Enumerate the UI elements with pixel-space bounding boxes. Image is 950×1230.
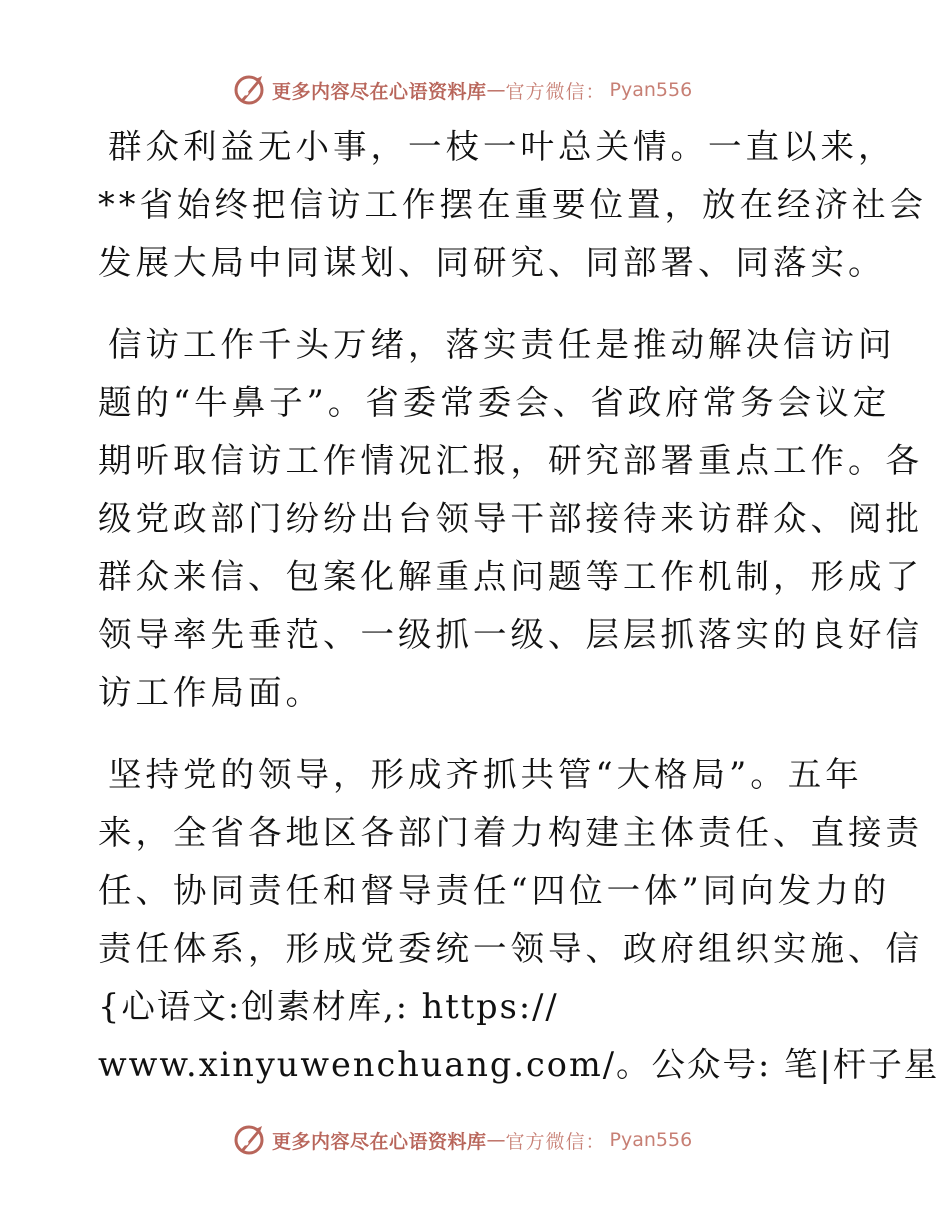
- text-line: 坚持党的领导，形成齐抓共管“大格局”。五年: [108, 755, 863, 794]
- paragraph-1: [98, 118, 927, 292]
- text-line: **省始终把信访工作摆在重要位置，放在经济社会: [98, 185, 927, 224]
- text-line: 期听取信访工作情况汇报，研究部署重点工作。各: [98, 441, 923, 480]
- footer-watermark-banner: [232, 1120, 712, 1160]
- source-note-line-2: www.xinyuwenchuang.com/。公众号: 笔|杆子星: [98, 1045, 940, 1084]
- wechat-id: Pyan556: [609, 79, 693, 101]
- text-line: 领导率先垂范、一级抓一级、层层抓落实的良好信: [98, 615, 923, 654]
- paragraph-2: [98, 316, 923, 722]
- text-line: 信访工作千头万绪，落实责任是推动解决信访问: [108, 325, 896, 364]
- paragraph-3: [98, 746, 923, 978]
- text-line: 任、协同责任和督导责任“四位一体”同向发力的: [98, 871, 891, 910]
- text-line: 群众来信、包案化解重点问题等工作机制，形成了: [98, 557, 923, 596]
- wechat-label: 官方微信：: [505, 1130, 606, 1153]
- wechat-label: 官方微信：: [505, 80, 606, 103]
- text-line: 发展大局中同谋划、同研究、同部署、同落实。: [98, 243, 886, 282]
- text-line: 级党政部门纷纷出台领导干部接待来访群众、阅批: [98, 499, 923, 538]
- document-body: [98, 118, 927, 1002]
- quill-pen-logo-icon: [232, 1123, 266, 1157]
- source-note: [98, 978, 940, 1094]
- text-line: 题的“牛鼻子”。省委常委会、省政府常务会议定: [98, 383, 891, 422]
- banner-separator: —: [486, 79, 506, 101]
- text-line: 访工作局面。: [98, 673, 323, 712]
- brand-text: 更多内容尽在心语资料库: [272, 80, 487, 103]
- wechat-id: Pyan556: [609, 1129, 693, 1151]
- quill-pen-logo-icon: [232, 73, 266, 107]
- source-note-line-1: {心语文:创素材库,: https://: [98, 987, 559, 1026]
- text-line: 责任体系，形成党委统一领导、政府组织实施、信: [98, 929, 923, 968]
- banner-separator: —: [486, 1129, 506, 1151]
- brand-text: 更多内容尽在心语资料库: [272, 1130, 487, 1153]
- text-line: 群众利益无小事，一枝一叶总关情。一直以来，: [108, 127, 896, 166]
- header-watermark-banner: [232, 70, 712, 110]
- text-line: 来，全省各地区各部门着力构建主体责任、直接责: [98, 813, 923, 852]
